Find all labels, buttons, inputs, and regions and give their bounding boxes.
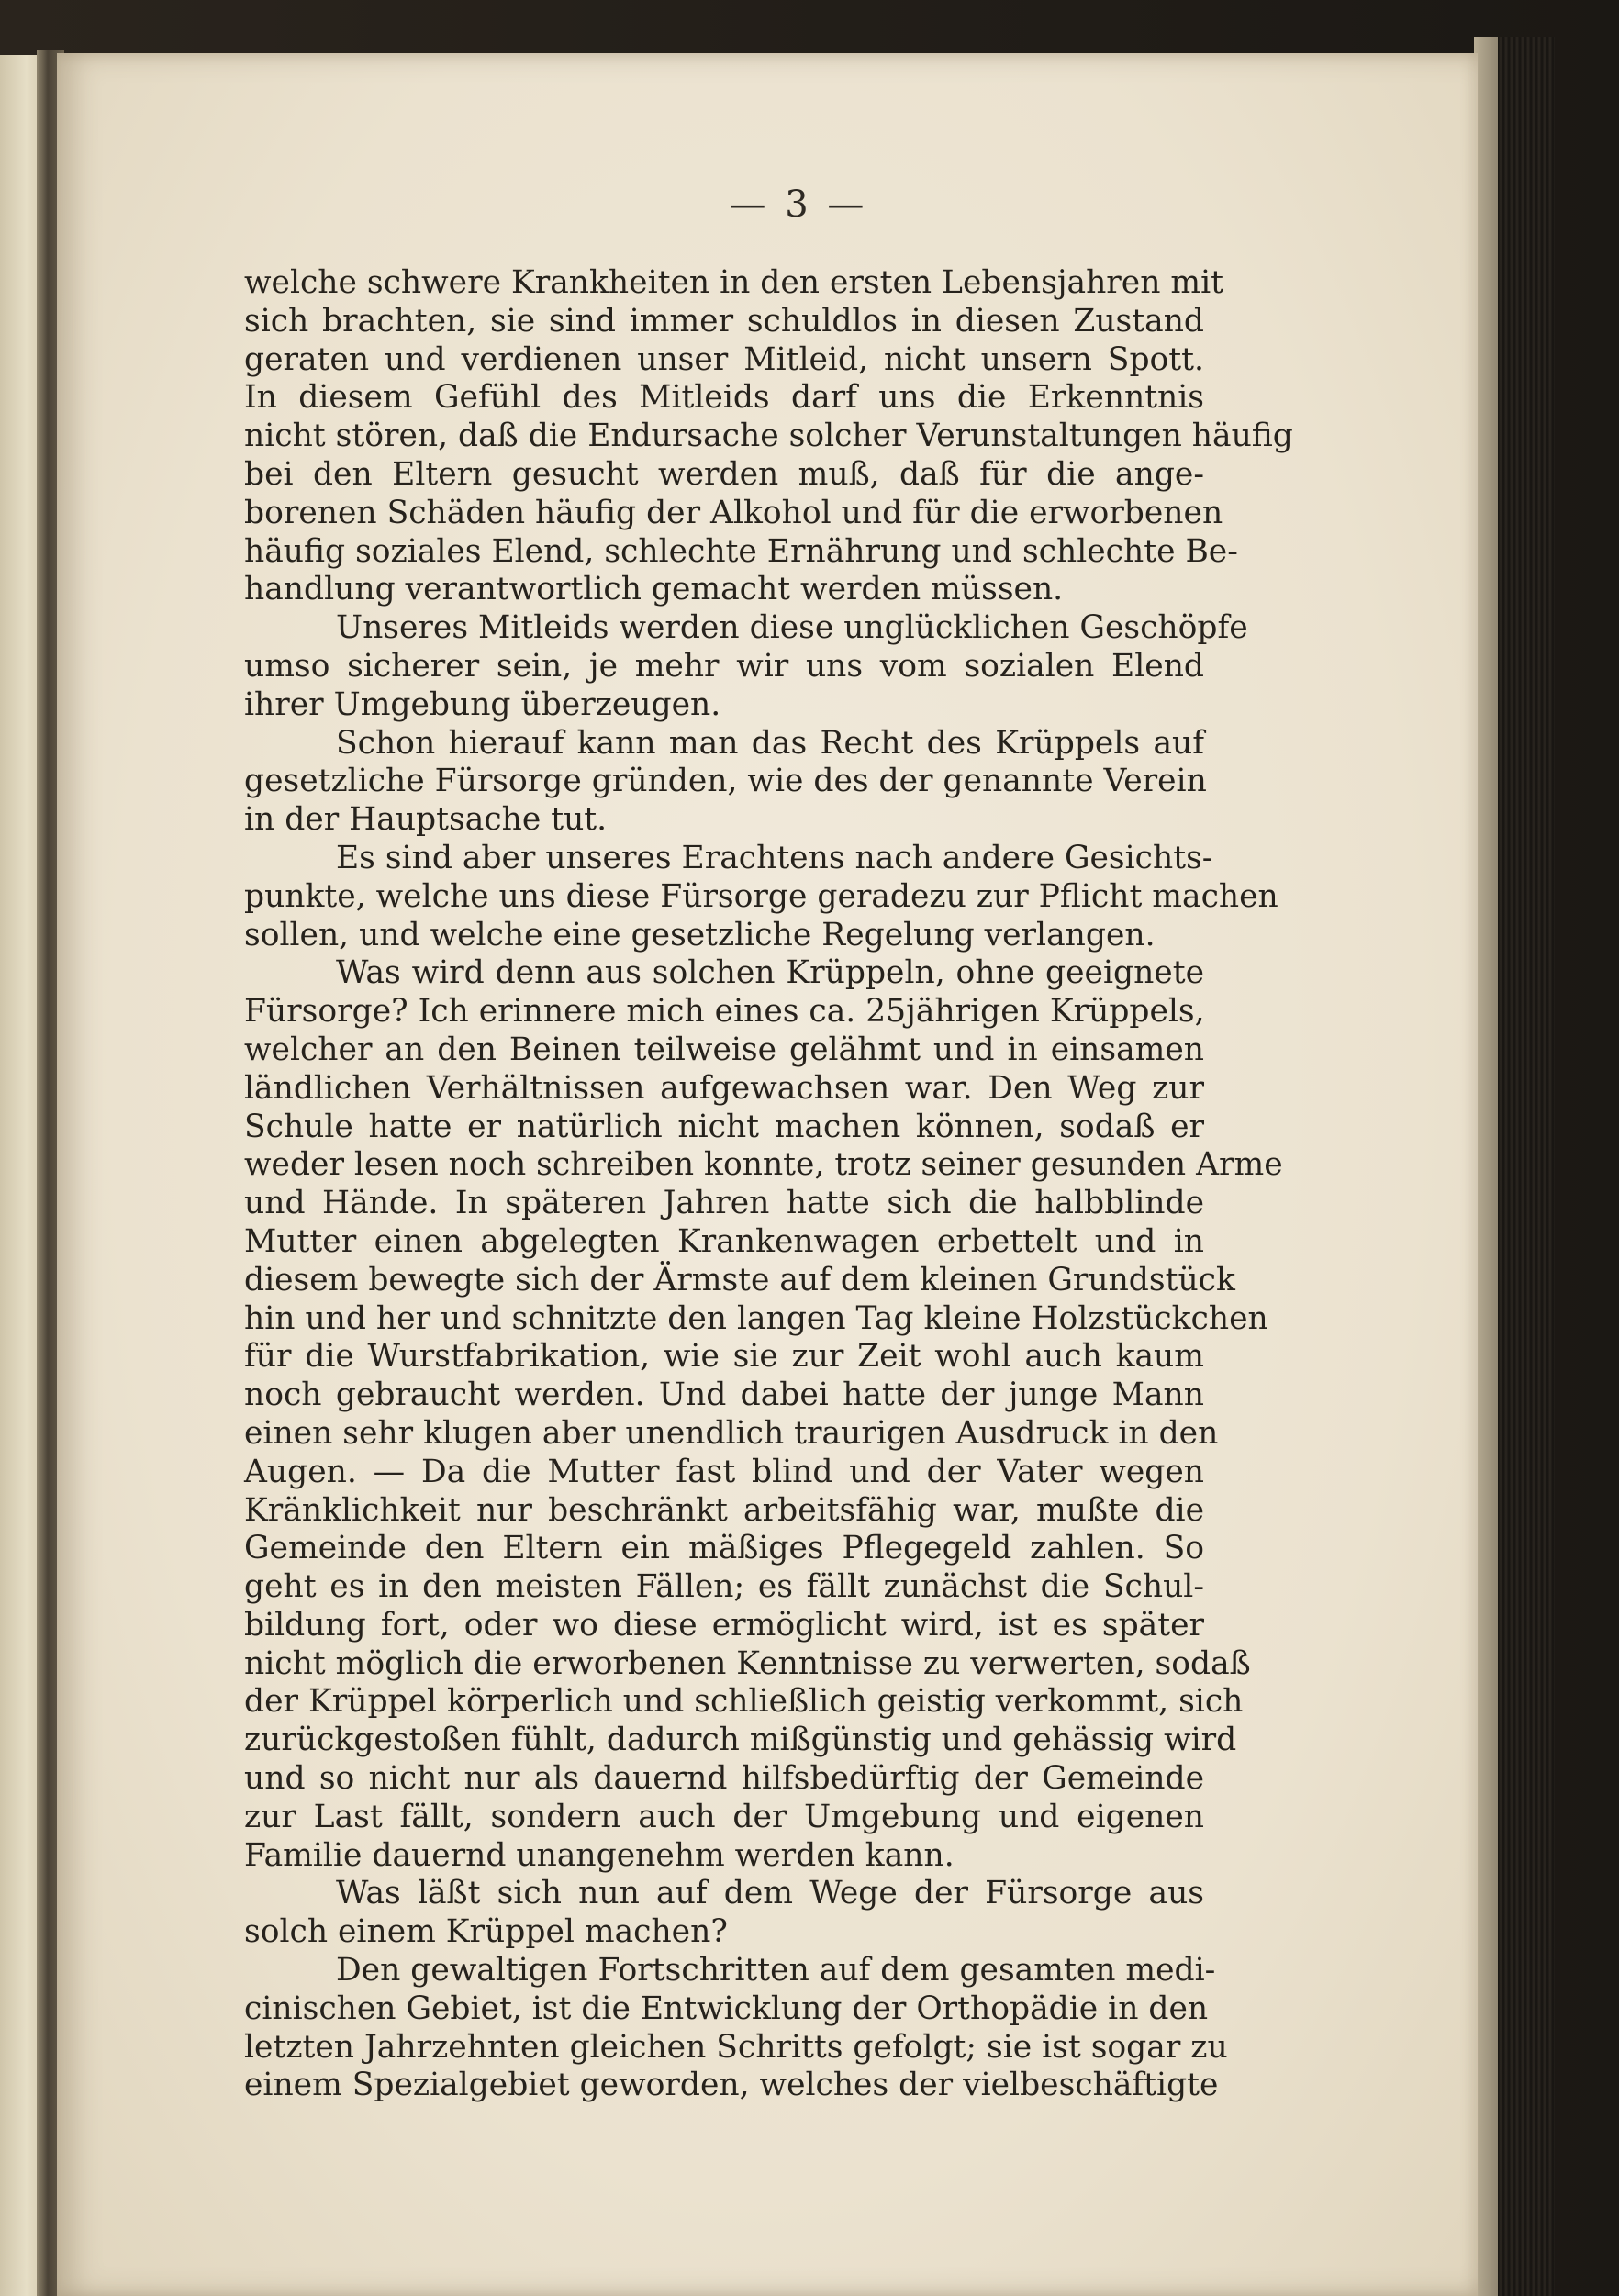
text-line: diesem bewegte sich der Ärmste auf dem kleinen Grundstück bbox=[244, 1261, 1235, 1298]
book-cover-edge bbox=[1498, 37, 1555, 2296]
text-line: häufig soziales Elend, schlechte Ernährung und schlechte Be- bbox=[244, 532, 1238, 570]
text-line: Kränklichkeit nur beschränkt arbeitsfähig war, mußte die bbox=[244, 1491, 1204, 1529]
text-line: Unseres Mitleids werden diese unglücklichen Geschöpfe bbox=[336, 609, 1248, 647]
text-line: Gemeinde den Eltern ein mäßiges Pflegegeld zahlen. So bbox=[244, 1530, 1204, 1567]
text-line: Schule hatte er natürlich nicht machen können, sodaß er bbox=[244, 1108, 1204, 1145]
text-line: einem Spezialgebiet geworden, welches der vielbeschäftigte bbox=[244, 2067, 1219, 2104]
text-line: geht es in den meisten Fällen; es fällt zunächst die Schul- bbox=[244, 1568, 1204, 1606]
text-line: Es sind aber unseres Erachtens nach andere Gesichts- bbox=[336, 839, 1213, 876]
text-line: umso sicherer sein, je mehr wir uns vom sozialen Elend bbox=[244, 647, 1204, 685]
page-number: — 3 — bbox=[729, 184, 868, 226]
text-line: Augen. — Da die Mutter fast blind und der Vater wegen bbox=[244, 1453, 1204, 1490]
text-line: Den gewaltigen Fortschritten auf dem gesamten medi- bbox=[336, 1952, 1216, 1989]
body-text bbox=[244, 264, 1293, 2105]
text-line: nicht möglich die erworbenen Kenntnisse zu verwerten, sodaß bbox=[244, 1644, 1251, 1682]
text-line: einen sehr klugen aber unendlich traurigen Ausdruck in den bbox=[244, 1414, 1219, 1452]
text-line: und Hände. In späteren Jahren hatte sich die halbblinde bbox=[244, 1185, 1204, 1222]
text-line: borenen Schäden häufig der Alkohol und für die erworbenen bbox=[244, 494, 1223, 531]
text-line: Schon hierauf kann man das Recht des Krüppels auf bbox=[336, 724, 1204, 762]
text-line: Fürsorge? Ich erinnere mich eines ca. 25jährigen Krüppels, bbox=[244, 993, 1205, 1031]
text-line: zurückgestoßen fühlt, dadurch mißgünstig und gehässig wird bbox=[244, 1722, 1237, 1759]
text-line: in der Hauptsache tut. bbox=[244, 801, 608, 839]
text-line: Was wird denn aus solchen Krüppeln, ohne geeignete bbox=[336, 954, 1204, 992]
text-line: nicht stören, daß die Endursache solcher Verunstaltungen häufig bbox=[244, 418, 1293, 455]
text-line: handlung verantwortlich gemacht werden müssen. bbox=[244, 571, 1064, 608]
text-line: der Krüppel körperlich und schließlich geistig verkommt, sich bbox=[244, 1683, 1244, 1721]
text-line: sich brachten, sie sind immer schuldlos in diesen Zustand bbox=[244, 302, 1204, 340]
text-line: punkte, welche uns diese Fürsorge geradezu zur Pflicht machen bbox=[244, 877, 1278, 915]
page-stack-edge bbox=[1474, 37, 1500, 2296]
text-line: In diesem Gefühl des Mitleids darf uns die Erkenntnis bbox=[244, 379, 1204, 417]
text-line: Mutter einen abgelegten Krankenwagen erbettelt und in bbox=[244, 1222, 1204, 1260]
text-line: ihrer Umgebung überzeugen. bbox=[244, 685, 721, 723]
text-line: ländlichen Verhältnissen aufgewachsen war. Den Weg zur bbox=[244, 1069, 1204, 1107]
text-line: geraten und verdienen unser Mitleid, nicht unsern Spott. bbox=[244, 340, 1204, 378]
text-line: bei den Eltern gesucht werden muß, daß für die ange- bbox=[244, 455, 1204, 493]
text-line: noch gebraucht werden. Und dabei hatte der junge Mann bbox=[244, 1376, 1204, 1414]
text-line: welche schwere Krankheiten in den ersten Lebensjahren mit bbox=[244, 264, 1224, 301]
text-line: zur Last fällt, sondern auch der Umgebung und eigenen bbox=[244, 1798, 1204, 1835]
text-line: für die Wurstfabrikation, wie sie zur Zeit wohl auch kaum bbox=[244, 1338, 1204, 1376]
text-line: hin und her und schnitzte den langen Tag kleine Holzstückchen bbox=[244, 1299, 1268, 1337]
text-line: weder lesen noch schreiben konnte, trotz seiner gesunden Arme bbox=[244, 1146, 1283, 1184]
text-line: Familie dauernd unangenehm werden kann. bbox=[244, 1836, 955, 1874]
text-line: sollen, und welche eine gesetzliche Regelung verlangen. bbox=[244, 916, 1156, 953]
text-line: Was läßt sich nun auf dem Wege der Fürsorge aus bbox=[336, 1875, 1204, 1912]
text-line: cinischen Gebiet, ist die Entwicklung der Orthopädie in den bbox=[244, 1989, 1209, 2027]
text-line: gesetzliche Fürsorge gründen, wie des der genannte Verein bbox=[244, 763, 1207, 800]
text-line: und so nicht nur als dauernd hilfsbedürftig der Gemeinde bbox=[244, 1760, 1204, 1798]
text-line: bildung fort, oder wo diese ermöglicht wird, ist es später bbox=[244, 1606, 1204, 1644]
text-line: letzten Jahrzehnten gleichen Schritts gefolgt; sie ist sogar zu bbox=[244, 2028, 1228, 2066]
text-line: welcher an den Beinen teilweise gelähmt und in einsamen bbox=[244, 1031, 1204, 1068]
text-line: solch einem Krüppel machen? bbox=[244, 1913, 728, 1951]
